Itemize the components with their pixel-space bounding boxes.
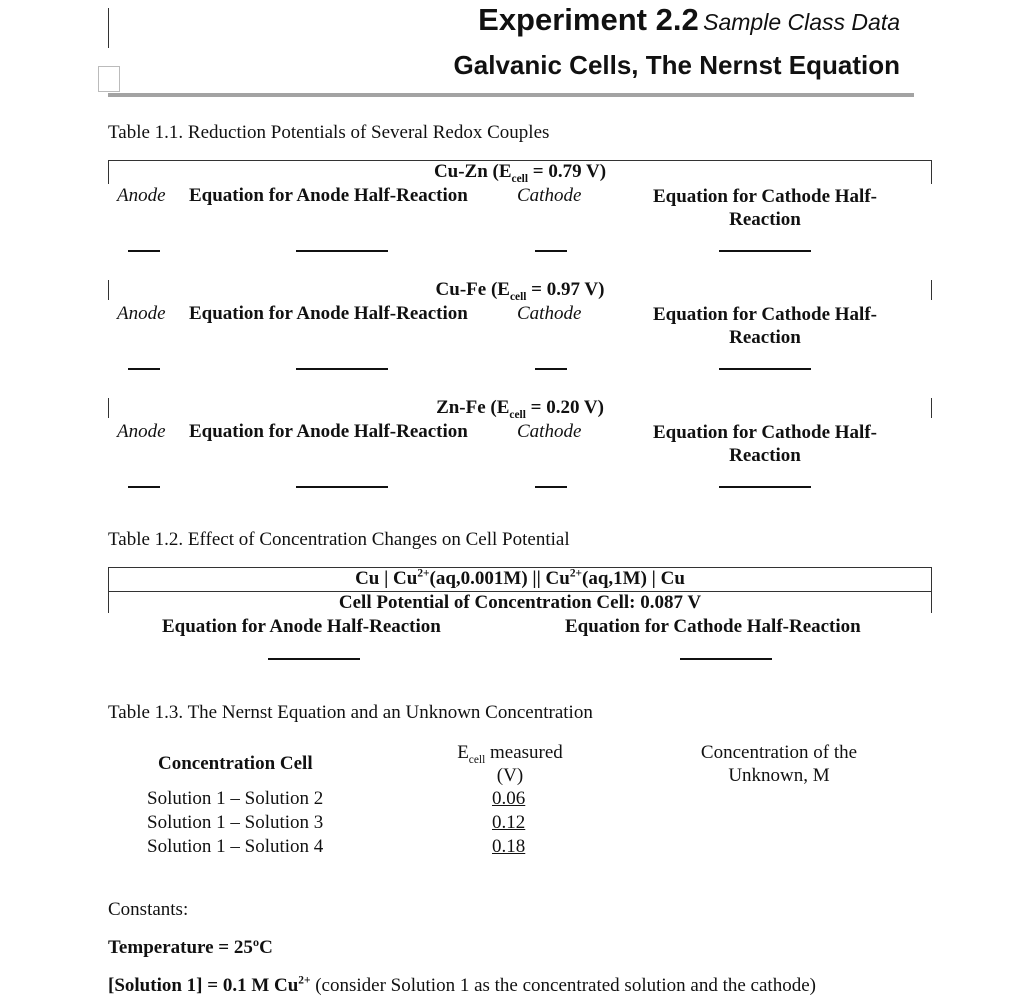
cathode-equation-header: Equation for Cathode Half- Reaction — [653, 422, 877, 466]
cell-heading-cu-zn: Cu-Zn ($E_{cell} = 0.79$ V) — [433, 161, 607, 185]
cathode-equation-blank[interactable] — [680, 658, 772, 660]
cathode-header: Cathode — [517, 421, 582, 442]
anode-equation-blank[interactable] — [268, 658, 360, 660]
cathode-equation-blank[interactable] — [719, 250, 811, 252]
concentration-cell-notation: Cu | $Cu^{2+}(aq,0.001M)$ || $Cu^{2+}(aq,1M)$ | Cu — [355, 567, 685, 589]
cell-heading-zn-fe: Zn-Fe ($E_{cell} = 0.20$ V) — [436, 397, 604, 421]
anode-blank[interactable] — [128, 486, 160, 488]
table-1-1-caption: Table 1.1. Reduction Potentials of Several Redox Couples — [108, 122, 550, 143]
anode-equation-header: Equation for Anode Half-Reaction — [162, 616, 441, 637]
anode-header: Anode — [117, 185, 166, 206]
cathode-equation-header: Equation for Cathode Half-Reaction — [565, 616, 861, 637]
cell-potential-label: Cell Potential of Concentration Cell: 0.087 V — [338, 592, 702, 613]
cathode-blank[interactable] — [535, 486, 567, 488]
experiment-heading — [478, 2, 900, 38]
cathode-header: Cathode — [517, 303, 582, 324]
cathode-equation-header: Equation for Cathode Half- Reaction — [653, 304, 877, 348]
table-1-3-caption: Table 1.3. The Nernst Equation and an Unknown Concentration — [108, 702, 593, 723]
anode-header: Anode — [117, 421, 166, 442]
ecell-value: 0.06 — [492, 788, 526, 809]
ecell-measured-header: $E_{cell}$ measured (V) — [457, 742, 563, 786]
anode-equation-blank[interactable] — [296, 368, 388, 370]
row-cell-name: Solution 1 – Solution 3 — [147, 812, 324, 833]
table-row — [147, 787, 323, 859]
header-rule — [108, 93, 914, 97]
solution-1-constant: [Solution 1] = 0.1 M $Cu^{2+}$ (consider Solution 1 as the concentrated solution and the cathode) — [108, 974, 816, 996]
experiment-subtitle: Sample Class Data — [703, 9, 900, 35]
concentration-cell-header: Concentration Cell — [158, 753, 313, 774]
temperature-constant: Temperature = 25ºC — [108, 937, 273, 958]
ecell-value: 0.12 — [492, 812, 526, 833]
anode-equation-header: Equation for Anode Half-Reaction — [189, 421, 468, 442]
ecell-value: 0.18 — [492, 836, 526, 857]
cathode-equation-header: Equation for Cathode Half- Reaction — [653, 186, 877, 230]
ecell-values — [492, 787, 525, 859]
header-margin-line — [108, 8, 109, 48]
cathode-equation-blank[interactable] — [719, 486, 811, 488]
cathode-equation-blank[interactable] — [719, 368, 811, 370]
page-corner-mark — [98, 66, 120, 92]
constants-label: Constants: — [108, 899, 189, 920]
page-title: Galvanic Cells, The Nernst Equation — [453, 50, 900, 80]
cathode-blank[interactable] — [535, 368, 567, 370]
cathode-blank[interactable] — [535, 250, 567, 252]
row-cell-name: Solution 1 – Solution 4 — [147, 836, 324, 857]
cathode-header: Cathode — [517, 185, 582, 206]
row-cell-name: Solution 1 – Solution 2 — [147, 788, 324, 809]
anode-equation-header: Equation for Anode Half-Reaction — [189, 303, 468, 324]
table-1-2-caption: Table 1.2. Effect of Concentration Changes on Cell Potential — [108, 529, 570, 550]
anode-equation-blank[interactable] — [296, 250, 388, 252]
anode-equation-header: Equation for Anode Half-Reaction — [189, 185, 468, 206]
anode-header: Anode — [117, 303, 166, 324]
anode-blank[interactable] — [128, 250, 160, 252]
anode-equation-blank[interactable] — [296, 486, 388, 488]
unknown-concentration-header: Concentration of the Unknown, M — [700, 742, 858, 786]
cell-heading-cu-fe: Cu-Fe ($E_{cell} = 0.97$ V) — [435, 279, 605, 303]
anode-blank[interactable] — [128, 368, 160, 370]
experiment-number: Experiment 2.2 — [478, 2, 699, 37]
